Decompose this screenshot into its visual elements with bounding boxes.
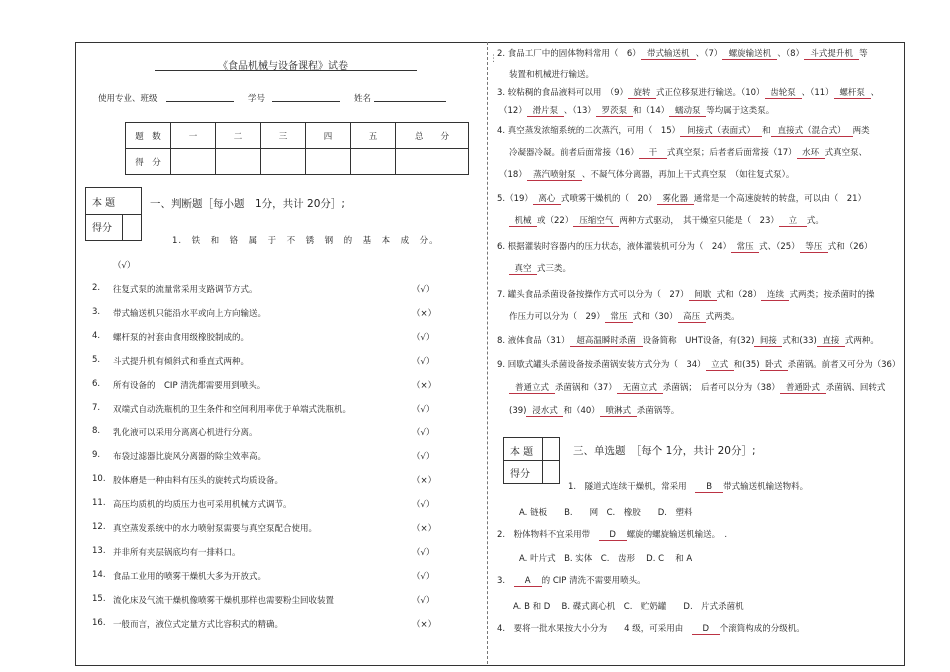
question-text: 真空蒸发系统中的水力喷射泵需要与真空泵配合使用。 bbox=[113, 524, 318, 534]
fill-text: 式两种。 bbox=[844, 336, 879, 346]
choice-options: A. B 和 D B. 碟式离心机 C. 贮奶罐 D. 片式杀菌机 bbox=[513, 602, 744, 612]
fill-text: 4. 真空蒸发浓缩系统的二次蒸汽，可用（ 15） bbox=[497, 126, 681, 136]
question-number: 4. bbox=[92, 330, 101, 341]
question-number: 6. bbox=[92, 378, 101, 389]
question-text: 带式输送机只能沿水平或向上方向输送。 bbox=[113, 308, 267, 319]
fill-text: 9. 回歇式罐头杀菌设备按杀菌锅安装方式分为（ 34） bbox=[497, 360, 706, 370]
answer-mark: （√） bbox=[412, 428, 435, 439]
answer-mark: （√） bbox=[412, 356, 435, 367]
fill-text: (39) bbox=[509, 406, 527, 416]
fill-text: 、（11） bbox=[801, 88, 834, 98]
box-divider bbox=[542, 438, 543, 483]
answer-mark: （√） bbox=[412, 332, 435, 343]
fill-text: 等均属于这类泵。 bbox=[706, 106, 775, 116]
fill-line bbox=[497, 334, 879, 347]
box-divider bbox=[122, 214, 123, 240]
fill-text: 个滚筒构成的分级机。 bbox=[719, 624, 805, 634]
fill-answer[interactable]: 直接 bbox=[817, 334, 845, 347]
question-number: 8. bbox=[92, 426, 101, 437]
fill-answer[interactable]: D bbox=[599, 530, 627, 541]
score-header-cell: 三 bbox=[261, 123, 306, 149]
box-label-top: 本 题 bbox=[510, 447, 534, 458]
question-number: 16. bbox=[92, 617, 106, 628]
question-text: 流化床及气流干燥机像喷雾干燥机那样也需要粉尘回收装置 bbox=[113, 595, 335, 606]
fill-text: 装置和机械进行输送。 bbox=[509, 70, 595, 80]
fold-divider bbox=[487, 42, 488, 664]
fill-text: 式两类。 bbox=[705, 312, 740, 322]
fill-text: 1. 隧道式连续干燥机，常采用 bbox=[568, 482, 696, 492]
question-number: 14. bbox=[92, 569, 106, 580]
question-text: 斗式提升机有倾斜式和垂直式两种。 bbox=[113, 356, 250, 367]
answer-mark: （√） bbox=[412, 452, 435, 463]
fill-text: 7. 罐头食品杀菌设备按操作方式可以分为（ 27） bbox=[497, 290, 689, 300]
fill-text: 8. 液体食品（31） bbox=[497, 336, 570, 346]
fill-answer[interactable]: 等压 bbox=[800, 240, 828, 253]
fill-line bbox=[497, 528, 727, 541]
fill-answer[interactable]: D bbox=[692, 624, 720, 635]
fill-line bbox=[497, 86, 879, 99]
fill-text: 式。 bbox=[806, 216, 824, 226]
q1-answer: （√） bbox=[113, 261, 136, 271]
margin-dots: ⋮ bbox=[489, 54, 498, 64]
fill-text: 通常是一个高速旋转的转盘，可以由（ 21） bbox=[693, 194, 867, 204]
box-label-bottom: 得分 bbox=[92, 223, 112, 234]
info-major-label: 使用专业、班级 bbox=[98, 94, 158, 104]
score-cell[interactable] bbox=[171, 149, 216, 175]
fill-line bbox=[509, 310, 740, 323]
fill-answer[interactable]: 蠕动泵 bbox=[669, 104, 706, 117]
score-table bbox=[125, 122, 469, 175]
score-cell[interactable] bbox=[216, 149, 261, 175]
fill-answer[interactable]: 斗式提升机 bbox=[804, 47, 859, 60]
section3-title: 三、单选题 ［每个 1分，共计 20分］; bbox=[573, 445, 756, 457]
question-text: 所有设备的 CIP 清洗都需要用到喷头。 bbox=[113, 380, 266, 391]
fill-answer[interactable]: 带式输送机 bbox=[641, 47, 696, 60]
box-split bbox=[86, 214, 141, 215]
answer-mark: （×） bbox=[412, 524, 437, 534]
fill-line bbox=[509, 262, 571, 275]
name-field[interactable] bbox=[374, 101, 446, 102]
fill-answer[interactable]: 机械 bbox=[509, 214, 537, 227]
answer-mark: （√） bbox=[412, 595, 435, 606]
question-number: 12. bbox=[92, 522, 106, 532]
fill-answer[interactable]: 常压 bbox=[731, 240, 759, 253]
answer-mark: （√） bbox=[412, 285, 435, 295]
answer-mark: （√） bbox=[412, 571, 435, 582]
score-box-section3 bbox=[503, 437, 560, 484]
fill-text: 式和（28） bbox=[716, 290, 762, 300]
fill-line bbox=[499, 104, 774, 117]
fill-text: 式真空泵、 bbox=[824, 148, 868, 158]
question-number: 2. bbox=[92, 283, 101, 293]
fill-line bbox=[499, 168, 794, 181]
fill-text: 2. 食品工厂中的固体物料常用（ 6） bbox=[497, 49, 641, 59]
fill-text: 两类 bbox=[852, 126, 870, 136]
fill-text: 3. bbox=[497, 576, 514, 586]
fill-text: 或（22） bbox=[537, 216, 574, 226]
choice-options: A. 链板 B. 网 C. 橡胶 D. 塑料 bbox=[519, 508, 693, 518]
fill-answer[interactable]: 压缩空气 bbox=[573, 214, 619, 227]
fill-text: 杀菌锅和（37） bbox=[555, 383, 617, 393]
fill-text: 式和(33) bbox=[782, 336, 817, 346]
fill-line bbox=[509, 146, 867, 159]
score-box-section1 bbox=[85, 187, 142, 241]
question-number: 13. bbox=[92, 545, 106, 556]
q1-text: 1. 铁 和 铬 属 于 不 锈 钢 的 基 本 成 分。 bbox=[172, 236, 439, 246]
fill-line bbox=[497, 574, 646, 587]
box-label-bottom: 得分 bbox=[510, 469, 530, 480]
fill-answer[interactable]: 齿轮泵 bbox=[765, 86, 802, 99]
question-text: 一般而言，液位式定量方式比容积式的精确。 bbox=[113, 619, 284, 630]
fill-text: 式喷雾干燥机的（ 20） bbox=[560, 194, 657, 204]
score-header-cell: 题 数 bbox=[126, 123, 171, 149]
question-number: 3. bbox=[92, 306, 101, 317]
fill-text: 杀菌锅。前者又可分为（36） bbox=[787, 360, 901, 370]
fill-text: 带式输送机输送物料。 bbox=[723, 482, 809, 492]
answer-mark: （√） bbox=[412, 404, 435, 415]
question-text: 布袋过滤器比旋风分离器的除尘效率高。 bbox=[113, 452, 267, 463]
fill-text: （18） bbox=[499, 170, 527, 180]
fill-text: 和（40） bbox=[563, 406, 600, 416]
fill-answer[interactable]: 滑片泵 bbox=[527, 104, 564, 117]
fill-text: 的 CIP 清洗不需要用喷头。 bbox=[541, 576, 646, 586]
fill-answer[interactable]: 直接式（混合式） bbox=[771, 124, 853, 137]
section1-title: 一、判断题［每小题 1分，共计 20分］; bbox=[150, 198, 345, 210]
fill-text: 冷凝器冷凝。前者后面常接（16） bbox=[509, 148, 639, 158]
fill-text: 6. 根据灌装时容器内的压力状态，液体灌装机可分为（ 24） bbox=[497, 242, 732, 252]
fill-line bbox=[497, 358, 900, 371]
fill-text: 杀菌锅等。 bbox=[636, 406, 680, 416]
question-number: 7. bbox=[92, 402, 101, 413]
fill-answer[interactable]: B bbox=[695, 482, 723, 493]
score-row-label: 得 分 bbox=[126, 149, 171, 175]
fill-text: 和(35) bbox=[733, 360, 760, 370]
fill-text: 2. 粉体物料不宜采用带 bbox=[497, 530, 599, 540]
answer-mark: （×） bbox=[412, 308, 437, 319]
fill-answer[interactable]: 旋转 bbox=[628, 86, 656, 99]
score-header-cell: 四 bbox=[306, 123, 351, 149]
fill-text: 、（13） bbox=[563, 106, 596, 116]
fill-answer[interactable]: 立式 bbox=[706, 358, 734, 371]
fill-text: 、不凝气体分离器，再加上干式真空泵 （如往复式泵）。 bbox=[581, 170, 795, 180]
fill-answer[interactable]: 连续 bbox=[761, 288, 789, 301]
question-number: 11. bbox=[92, 498, 106, 509]
fill-line bbox=[568, 480, 808, 493]
fill-text: 和 bbox=[762, 126, 771, 136]
score-cell[interactable] bbox=[306, 149, 351, 175]
score-header-cell: 总 分 bbox=[396, 123, 469, 149]
fill-text: 4. 要将一批水果按大小分为 4 级，可采用由 bbox=[497, 624, 692, 634]
fill-answer[interactable]: 超高温瞬时杀菌 bbox=[570, 334, 643, 347]
box-split bbox=[504, 460, 559, 461]
score-header-cell: 五 bbox=[351, 123, 396, 149]
fill-line bbox=[509, 404, 679, 417]
fill-answer[interactable]: 水环 bbox=[797, 146, 825, 159]
fill-text: 式真空泵；后者者后面常接（17） bbox=[666, 148, 797, 158]
fill-text: 式、（25） bbox=[759, 242, 800, 252]
score-header-cell: 一 bbox=[171, 123, 216, 149]
question-text: 乳化液可以采用分离离心机进行分离。 bbox=[113, 428, 258, 439]
fill-line bbox=[497, 288, 874, 301]
fill-answer[interactable]: 离心 bbox=[533, 192, 561, 205]
fill-line bbox=[509, 381, 885, 394]
fill-answer[interactable]: 卧式 bbox=[760, 358, 788, 371]
answer-mark: （√） bbox=[412, 547, 435, 558]
fill-line bbox=[497, 124, 870, 137]
score-header-cell: 二 bbox=[216, 123, 261, 149]
score-cell[interactable] bbox=[261, 149, 306, 175]
fill-text: 式正位移泵进行输送。（10） bbox=[655, 88, 765, 98]
question-text: 往复式泵的流量常采用支路调节方式。 bbox=[113, 285, 258, 295]
fill-text: 两种方式驱动， 其干燥室只能是（ 23） bbox=[619, 216, 779, 226]
fill-line bbox=[497, 47, 868, 60]
fill-answer[interactable]: 蒸汽喷射泵 bbox=[527, 168, 582, 181]
fill-text: 、（8） bbox=[777, 49, 805, 59]
info-id-label: 学号 bbox=[248, 94, 266, 104]
fill-answer[interactable]: 螺杆泵 bbox=[834, 86, 871, 99]
fill-answer[interactable]: 罗茨泵 bbox=[596, 104, 633, 117]
fill-text: 、 bbox=[870, 88, 880, 98]
fill-answer[interactable]: A bbox=[514, 576, 542, 587]
question-text: 胶体磨是一种由料有压头的旋转式均质设备。 bbox=[113, 476, 284, 487]
fill-text: 杀菌锅、回转式 bbox=[825, 383, 886, 393]
fill-answer[interactable]: 立 bbox=[779, 214, 807, 227]
question-number: 5. bbox=[92, 354, 101, 365]
answer-mark: （×） bbox=[412, 619, 437, 630]
fill-text: 作压力可以分为（ 29） bbox=[509, 312, 605, 322]
fill-text: 、（7） bbox=[695, 49, 723, 59]
fill-line bbox=[497, 192, 866, 205]
fill-answer[interactable]: 间歇 bbox=[689, 288, 717, 301]
fill-line bbox=[497, 240, 873, 253]
major-field[interactable] bbox=[166, 101, 234, 102]
answer-mark: （×） bbox=[412, 476, 437, 487]
fill-line bbox=[497, 622, 805, 635]
fill-answer[interactable]: 普通立式 bbox=[509, 381, 555, 394]
fill-text: 式和（30） bbox=[632, 312, 678, 322]
fill-text: 和（14） bbox=[632, 106, 670, 116]
fill-answer[interactable]: 雾化器 bbox=[657, 192, 694, 205]
fill-text: （12） bbox=[499, 106, 527, 116]
score-cell[interactable] bbox=[351, 149, 396, 175]
answer-mark: （√） bbox=[412, 500, 435, 511]
box-label-top: 本 题 bbox=[92, 198, 116, 209]
fill-text: 5.（19） bbox=[497, 194, 533, 204]
fill-text: 螺旋的螺旋输送机输送。 . bbox=[626, 530, 728, 540]
fill-line bbox=[509, 68, 594, 80]
fill-answer[interactable]: 高压 bbox=[678, 310, 706, 323]
score-cell[interactable] bbox=[396, 149, 469, 175]
fill-answer[interactable]: 无菌立式 bbox=[617, 381, 663, 394]
question-text: 高压均质机的均质压力也可采用机械方式调节。 bbox=[113, 500, 292, 511]
title-underline bbox=[155, 70, 417, 71]
fill-text: 式两类；按杀菌时的操 bbox=[789, 290, 875, 300]
fill-answer[interactable]: 间接 bbox=[754, 334, 782, 347]
question-number: 15. bbox=[92, 593, 106, 604]
fill-answer[interactable]: 浸水式 bbox=[526, 404, 563, 417]
fill-text: 式和（26） bbox=[827, 242, 873, 252]
fill-answer[interactable]: 普通卧式 bbox=[780, 381, 826, 394]
question-number: 10. bbox=[92, 474, 106, 485]
fill-answer[interactable]: 干 bbox=[639, 146, 667, 159]
fill-text: 等 bbox=[859, 49, 868, 59]
student-id-field[interactable] bbox=[272, 101, 340, 102]
fill-text: 3. 较粘稠的食品液料可以用 （9） bbox=[497, 88, 628, 98]
fill-answer[interactable]: 螺旋输送机 bbox=[722, 47, 777, 60]
question-text: 食品工业用的喷雾干燥机大多为开放式。 bbox=[113, 571, 267, 582]
question-number: 9. bbox=[92, 450, 101, 461]
fill-text: 杀菌锅； 后者可以分为（38） bbox=[662, 383, 780, 393]
question-text: 并非所有夹层锅底均有一排料口。 bbox=[113, 547, 241, 558]
question-text: 螺杆泵的衬套由食用级橡胶制成的。 bbox=[113, 332, 250, 343]
fill-text: 式三类。 bbox=[537, 264, 572, 274]
fill-line bbox=[509, 214, 824, 227]
fill-answer[interactable]: 常压 bbox=[605, 310, 633, 323]
exam-title: 《食品机械与设备课程》试卷 bbox=[218, 61, 348, 72]
info-name-label: 姓名 bbox=[354, 94, 372, 104]
answer-mark: （×） bbox=[412, 380, 437, 391]
fill-answer[interactable]: 喷淋式 bbox=[600, 404, 637, 417]
fill-answer[interactable]: 真空 bbox=[509, 262, 537, 275]
question-text: 双端式自动洗瓶机的卫生条件和空间利用率优于单端式洗瓶机。 bbox=[113, 404, 352, 415]
choice-options: A. 叶片式 B. 实体 C. 齿形 D. C 和 A bbox=[519, 554, 693, 564]
fill-answer[interactable]: 间接式（表面式） bbox=[680, 124, 762, 137]
fill-text: 设备简称 UHT设备，有(32) bbox=[642, 336, 755, 346]
